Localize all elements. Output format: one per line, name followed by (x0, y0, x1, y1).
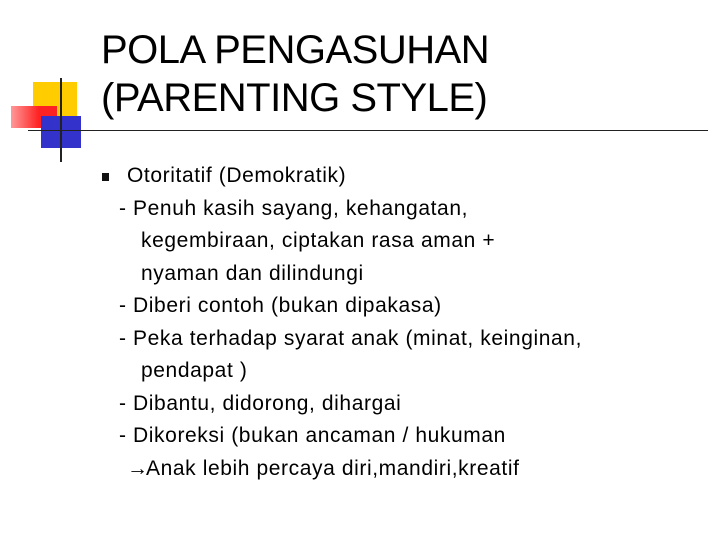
decor-vertical-line (60, 78, 62, 162)
square-bullet-icon (102, 173, 109, 181)
bullet-line: - Diberi contoh (bukan dipakasa) (119, 294, 442, 317)
slide-title-line-2: (PARENTING STYLE) (101, 76, 488, 120)
bullet-line: - Penuh kasih sayang, kehangatan, (119, 196, 469, 220)
arrow-right-icon: → (127, 456, 149, 480)
slide-title (101, 26, 701, 122)
bullet-line: - Dibantu, didorong, dihargai (119, 391, 402, 415)
title-underline (28, 130, 708, 131)
bullet-line: kegembiraan, ciptakan rasa aman + (141, 229, 496, 252)
bullet-line: pendapat ) (141, 359, 248, 382)
conclusion-text: Anak lebih percaya diri,mandiri,kreatif (146, 456, 520, 480)
bullet-line: nyaman dan dilindungi (141, 261, 364, 285)
bullet-content (119, 160, 709, 485)
slide-title-line-1: POLA PENGASUHAN (101, 28, 490, 72)
conclusion-line (119, 453, 709, 486)
bullet-line: - Peka terhadap syarat anak (minat, keinginan, (119, 326, 583, 350)
bullet-heading: Otoritatif (Demokratik) (127, 164, 347, 187)
bullet-line: - Dikoreksi (bukan ancaman / hukuman (119, 424, 506, 447)
